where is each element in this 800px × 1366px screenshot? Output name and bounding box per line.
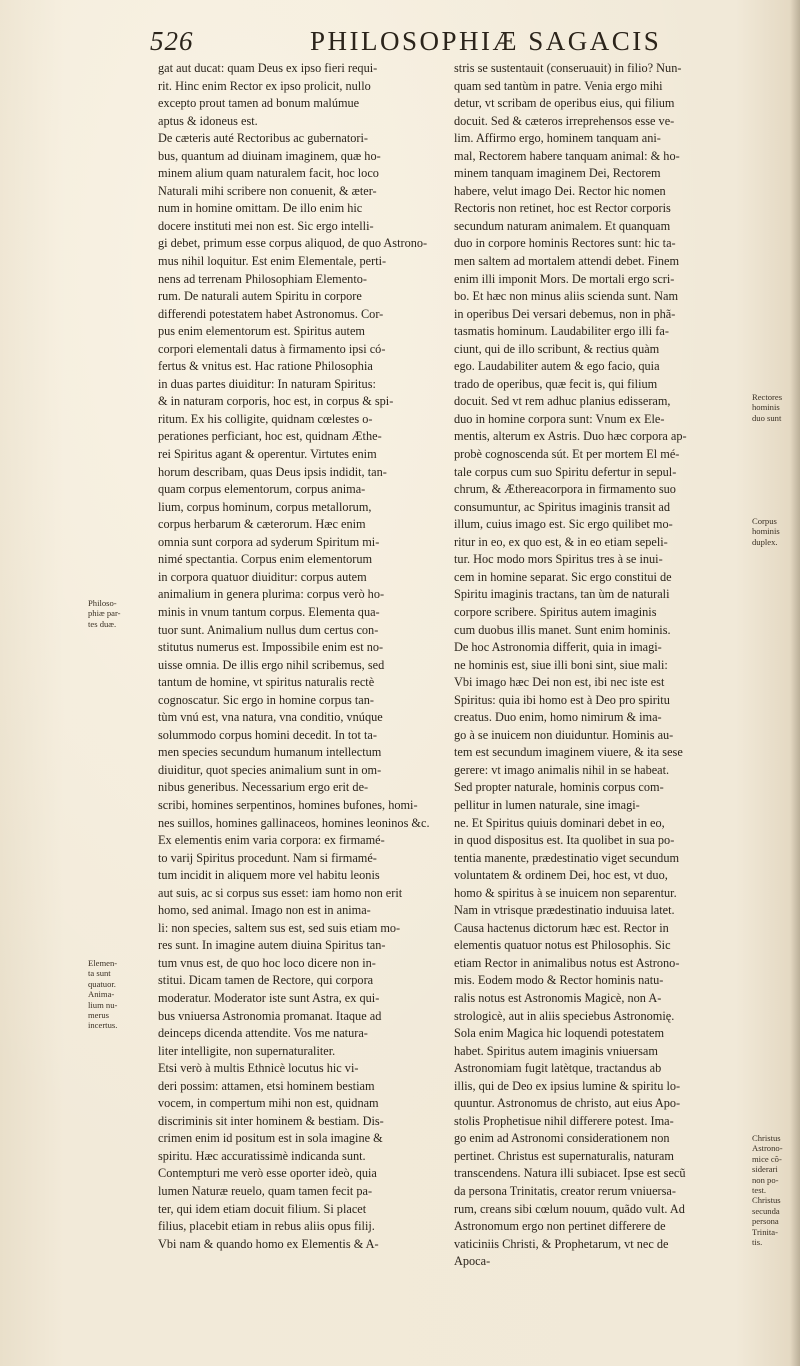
margin-note-line: Elemen- bbox=[88, 958, 118, 968]
margin-note-line: hominis bbox=[752, 526, 780, 537]
text-line: tem est secundum imaginem viuere, & ita sese bbox=[454, 745, 683, 760]
margin-note-line: secunda bbox=[752, 1205, 780, 1216]
text-line: discriminis sit inter hominem & bestiam. Dis- bbox=[158, 1113, 384, 1128]
text-line: tentia manente, prædestinatio viget secundum bbox=[454, 850, 680, 865]
text-line: bo. Et hæc non minus aliis scienda sunt. Nam bbox=[454, 289, 679, 304]
margin-note-line: test. bbox=[752, 1185, 767, 1196]
margin-note-elements bbox=[88, 958, 148, 1031]
text-line: cem in homine separat. Sic ergo constitui de bbox=[454, 569, 672, 584]
text-line: duo in homine corpora sunt: Vnum ex Ele- bbox=[454, 411, 665, 426]
margin-note-line: mice cõ- bbox=[752, 1153, 782, 1164]
text-line: minis in vnum tantum corpus. Elementa qua- bbox=[158, 604, 380, 619]
text-line: De cæteris auté Rectoribus ac gubernatori- bbox=[158, 131, 368, 146]
text-line: tum incidit in aliquem more vel habitu leonis bbox=[158, 868, 380, 883]
text-line: quuntur. Astronomus de christo, aut eius Apo- bbox=[454, 1096, 681, 1111]
text-line: ralis notus est Astronomis Magicè, non A- bbox=[454, 990, 662, 1005]
margin-note-line: lium nu- bbox=[88, 999, 118, 1010]
text-line: pus enim elementorum est. Spiritus autem bbox=[158, 324, 365, 339]
text-line: in corpora quatuor diuiditur: corpus autem bbox=[158, 569, 367, 584]
text-line: horum describam, quas Deus ipsis indidit, tan- bbox=[158, 464, 387, 479]
text-line: Rectoris non retinet, hoc est Rector corporis bbox=[454, 201, 671, 216]
text-line: & in naturam corporis, hoc est, in corpus & spi- bbox=[158, 394, 394, 409]
text-line: rum, creans sibi cœlum nouum, quãdo vult. Ad bbox=[454, 1201, 685, 1216]
margin-note-line: Trinita- bbox=[752, 1226, 778, 1237]
text-line: vocem, in compertum mihi non est, quidnam bbox=[158, 1096, 379, 1111]
margin-note-line: Astrono- bbox=[752, 1143, 783, 1154]
text-line: in quod dispositus est. Ita quolibet in sua po- bbox=[454, 833, 675, 848]
margin-note-line: Christus bbox=[752, 1195, 781, 1206]
text-line: Ex elementis enim varia corpora: ex firmamé- bbox=[158, 833, 385, 848]
text-line: animalium in genera plurima: corpus verò ho- bbox=[158, 587, 385, 602]
text-line: perationes perficiant, hoc est, quidnam Æthe- bbox=[158, 429, 382, 444]
text-line: ritum. Ex his colligite, quidnam cœlestes o- bbox=[158, 411, 373, 426]
text-line: elementis quatuor notus est Philosophis. Sic bbox=[454, 938, 671, 953]
text-line: illis, qui de Deo ex ipsius lumine & spiritu lo- bbox=[454, 1078, 681, 1093]
text-line: Sed propter naturale, hominis corpus com- bbox=[454, 780, 664, 795]
text-line: Vbi nam & quando homo ex Elementis & A- bbox=[158, 1236, 379, 1251]
text-line: gi debet, primum esse corpus aliquod, de quo Astrono- bbox=[158, 236, 428, 251]
text-line: pellitur in lumen naturale, sine imagi- bbox=[454, 797, 640, 812]
text-line: De hoc Astronomia differit, quia in imagi- bbox=[454, 640, 662, 655]
text-line: minem tanquam imaginem Dei, Rectorem bbox=[454, 166, 661, 181]
text-line: bus, quantum ad diuinam imaginem, quæ ho- bbox=[158, 148, 381, 163]
text-line: Sola enim Magica hic loquendi potestatem bbox=[454, 1026, 665, 1041]
text-line: scribi, homines serpentinos, homines bufones, homi- bbox=[158, 797, 418, 812]
page-header bbox=[150, 24, 730, 60]
margin-note-line: quatuor. bbox=[88, 978, 116, 989]
text-line: cognoscatur. Sic ergo in homine corpus tan- bbox=[158, 692, 374, 707]
text-line: in duas partes diuiditur: In naturam Spiritus: bbox=[158, 376, 376, 391]
text-line: mis. Eodem modo & Rector hominis natu- bbox=[454, 973, 664, 988]
text-line: pertinet. Christus est supernaturalis, naturam bbox=[454, 1148, 674, 1163]
text-line: habet. Spiritus autem imaginis vniuersam bbox=[454, 1043, 658, 1058]
text-line: Naturali mihi scribere non conuenit, & æter- bbox=[158, 183, 377, 198]
text-line: tale corpus cum suo Spiritu defertur in sepul- bbox=[454, 464, 677, 479]
text-line: mentis, alterum ex Astris. Duo hæc corpora ap- bbox=[454, 429, 687, 444]
text-line: voluntatem & ordinem Dei, hoc est, vt duo, bbox=[454, 868, 668, 883]
text-line: men species secundum humanum intellectum bbox=[158, 745, 382, 760]
text-line: go à se inuicem non diuiduntur. Hominis au- bbox=[454, 727, 674, 742]
margin-note-line: siderari bbox=[752, 1164, 778, 1175]
margin-note-line: tis. bbox=[752, 1237, 763, 1248]
margin-note-line: ta sunt bbox=[88, 968, 111, 979]
text-line: homo, sed animal. Imago non est in anima- bbox=[158, 903, 371, 918]
text-line: crimen enim id positum est in sola imagine & bbox=[158, 1131, 383, 1146]
margin-note-line: incertus. bbox=[88, 1020, 118, 1031]
text-line: illum, cuius imago est. Sic ergo quilibet mo- bbox=[454, 517, 673, 532]
text-line: uisse omnia. De illis ergo nihil scribemus, sed bbox=[158, 657, 385, 672]
text-line: Etsi verò à multis Ethnicè locutus hic vi- bbox=[158, 1061, 359, 1076]
text-line: lim. Affirmo ergo, hominem tanquam ani- bbox=[454, 131, 661, 146]
text-line: Nam in vtrisque prædestinatio induuisa latet. bbox=[454, 903, 675, 918]
text-line: nibus generibus. Necessarium ergo erit de- bbox=[158, 780, 369, 795]
right-text-column bbox=[454, 60, 746, 1356]
text-line: filius, placebit etiam in rebus aliis opus filij. bbox=[158, 1219, 375, 1234]
text-line: corpus herbarum & cæterorum. Hæc enim bbox=[158, 517, 366, 532]
text-line: docuit. Sed & cæteros irreprehensos esse ve- bbox=[454, 113, 675, 128]
margin-note-line: duo sunt bbox=[752, 412, 782, 423]
text-line: habere, velut imago Dei. Rector hic nomen bbox=[454, 183, 666, 198]
text-line: go enim ad Astronomi considerationem non bbox=[454, 1131, 670, 1146]
text-line: rum. De naturali autem Spiritu in corpore bbox=[158, 289, 362, 304]
text-line: spiritu. Hæc accuratissimè indicanda sunt. bbox=[158, 1148, 366, 1163]
page-edge-shadow bbox=[790, 0, 800, 1366]
text-line: deri possim: attamen, etsi hominem bestiam bbox=[158, 1078, 375, 1093]
text-line: res sunt. In imagine autem diuina Spiritus tan- bbox=[158, 938, 386, 953]
text-line: num in homine omittam. De illo enim hic bbox=[158, 201, 363, 216]
text-line: Vbi imago hæc Dei non est, ibi nec iste est bbox=[454, 675, 665, 690]
text-line: tùm vnú est, vna natura, vna conditio, vnúque bbox=[158, 710, 383, 725]
text-line: liter intelligite, non supernaturaliter. bbox=[158, 1043, 336, 1058]
text-line: omnia sunt corpora ad syderum Spiritum mi- bbox=[158, 534, 380, 549]
text-line: fertus & vnitus est. Hac ratione Philosophia bbox=[158, 359, 373, 374]
margin-note-line: phiæ par- bbox=[88, 608, 121, 619]
text-line: ego. Laudabiliter autem & ego facio, quia bbox=[454, 359, 660, 374]
text-line: strologicè, aut in aliis speciebus Astronomię. bbox=[454, 1008, 675, 1023]
left-text-column bbox=[158, 60, 450, 1356]
text-line: consumuntur, ac Spiritus imaginis transit ad bbox=[454, 499, 671, 514]
text-line: Astronomum ergo non pertinet differere de bbox=[454, 1219, 666, 1234]
text-line: detur, vt scribam de operibus eius, qui filium bbox=[454, 96, 675, 111]
text-line: mal, Rectorem habere tanquam animal: & ho- bbox=[454, 148, 680, 163]
text-line: to varij Spiritus procedunt. Nam si firmamé- bbox=[158, 850, 377, 865]
text-line: aptus & idoneus est. bbox=[158, 113, 258, 128]
text-line: minem alium quam naturalem facit, hoc loco bbox=[158, 166, 379, 181]
text-line: homo & spiritus à se inuicem non separentur. bbox=[454, 885, 677, 900]
text-line: stitui. Dicam tamen de Rectore, qui corpora bbox=[158, 973, 374, 988]
text-line: lium, corpus hominum, corpus metallorum, bbox=[158, 499, 372, 514]
text-line: mus nihil loquitur. Est enim Elementale, perti- bbox=[158, 254, 387, 269]
text-line: tantum de homine, vt spiritus naturalis rectè bbox=[158, 675, 375, 690]
text-line: enim illi imponit Mors. De mortali ergo scri- bbox=[454, 271, 675, 286]
text-line: nes suillos, homines gallinaceos, homines leoninos &c. bbox=[158, 815, 430, 830]
text-line: tasmatis hominum. Laudabiliter ergo illi fa- bbox=[454, 324, 669, 339]
text-line: vaticiniis Christi, & Prophetarum, vt nec de bbox=[454, 1236, 669, 1251]
text-line: chrum, & Æthereacorpora in firmamento suo bbox=[454, 482, 676, 497]
text-line: duo in corpore hominis Rectores sunt: hic ta- bbox=[454, 236, 676, 251]
text-line: quam sed tantùm in patre. Venia ergo mihi bbox=[454, 78, 663, 93]
text-line: lumen Naturæ reuelo, quam tamen fecit pa- bbox=[158, 1184, 373, 1198]
text-line: da persona Trinitatis, creator rerum vniuersa- bbox=[454, 1184, 676, 1198]
text-line: moderatur. Moderator iste sunt Astra, ex qui- bbox=[158, 990, 380, 1005]
text-line: tuor sunt. Animalium nullus dum certus con- bbox=[158, 622, 379, 637]
text-line: Astronomiam fugit latètque, tractandus ab bbox=[454, 1061, 662, 1076]
margin-note-line: duplex. bbox=[752, 536, 778, 547]
text-line: li: non species, saltem sus est, sed suis etiam mo- bbox=[158, 920, 401, 935]
text-line: creatus. Duo enim, homo nimirum & ima- bbox=[454, 710, 662, 725]
text-line: Contempturi me verò esse oporter ideò, quia bbox=[158, 1166, 377, 1181]
margin-note-line: non po- bbox=[752, 1174, 779, 1185]
margin-note-line: Christus bbox=[752, 1133, 781, 1143]
text-line: docuit. Sed vt rem adhuc planius edisseram, bbox=[454, 394, 671, 409]
text-line: ne hominis est, siue illi boni sint, siue mali: bbox=[454, 657, 668, 672]
text-line: differendi potestatem habet Astronomus. Cor- bbox=[158, 306, 384, 321]
text-line: stris se sustentauit (conseruauit) in filio? Nun- bbox=[454, 61, 682, 75]
text-line: corpori elementali datus à firmamento ipsi có- bbox=[158, 341, 386, 356]
text-line: rei Spiritus agant & operentur. Virtutes enim bbox=[158, 447, 377, 462]
text-line: aut suis, ac si corpus sus esset: iam homo non erit bbox=[158, 885, 403, 900]
text-line: deinceps dicenda attendite. Vos me natura- bbox=[158, 1026, 368, 1041]
text-line: Causa hactenus dictorum hæc est. Rector in bbox=[454, 920, 669, 935]
text-line: probè cognoscenda sút. Et per mortem El mé- bbox=[454, 447, 680, 462]
text-line: diuiditur, quot species animalium sunt in om- bbox=[158, 762, 382, 777]
text-line: corpore scribere. Spiritus autem imaginis bbox=[454, 604, 657, 619]
text-line: Apoca- bbox=[454, 1254, 491, 1269]
text-line: tum vnus est, de quo hoc loco dicere non in- bbox=[158, 955, 376, 970]
text-line: transcendens. Natura illi subiacet. Ipse est secũ bbox=[454, 1166, 686, 1181]
text-line: Spiritu imaginis tractans, tan ùm de naturali bbox=[454, 587, 670, 602]
text-line: cum duobus illis manet. Sunt enim hominis. bbox=[454, 622, 671, 637]
text-line: excepto prout tamen ad bonum malúmue bbox=[158, 96, 360, 111]
text-line: ter, qui idem etiam docuit filium. Si placet bbox=[158, 1201, 367, 1216]
text-line: nimé spectantia. Corpus enim elementorum bbox=[158, 552, 373, 567]
text-line: rit. Hinc enim Rector ex ipso prolicit, nullo bbox=[158, 78, 371, 93]
running-title: PHILOSOPHIÆ SAGACIS bbox=[310, 26, 662, 56]
margin-note-line: Corpus bbox=[752, 516, 777, 526]
text-line: men saltem ad mortalem attendi debet. Finem bbox=[454, 254, 680, 269]
text-line: secundum naturam animalem. Et quanquam bbox=[454, 218, 671, 233]
margin-note-line: Anima- bbox=[88, 989, 115, 1000]
margin-note-philosophy-parts bbox=[88, 598, 148, 629]
text-line: in operibus Dei versari debemus, non in phã- bbox=[454, 306, 676, 321]
text-line: quam corpus elementorum, corpus anima- bbox=[158, 482, 366, 497]
margin-note-line: persona bbox=[752, 1216, 779, 1227]
text-line: stolis Prophetisue nihil differere potest. Ima- bbox=[454, 1113, 674, 1128]
page-number: 526 bbox=[150, 26, 194, 56]
text-line: ne. Et Spiritus quiuis dominari debet in eo, bbox=[454, 815, 665, 830]
text-line: ciunt, qui de illo scribunt, & rectius quàm bbox=[454, 341, 660, 356]
text-line: bus vniuersa Astronomia promanat. Itaque ad bbox=[158, 1008, 382, 1023]
text-line: gat aut ducat: quam Deus ex ipso fieri requi- bbox=[158, 61, 378, 75]
text-line: etiam Rector in animalibus notus est Astrono- bbox=[454, 955, 680, 970]
margin-note-line: Rectores bbox=[752, 392, 783, 402]
margin-note-line: merus bbox=[88, 1010, 110, 1021]
margin-note-line: hominis bbox=[752, 402, 780, 413]
text-line: Spiritus: quia ibi homo est à Deo pro spiritu bbox=[454, 692, 670, 707]
text-line: stitutus numerus est. Impossibile enim est no- bbox=[158, 640, 384, 655]
text-line: docere instituti mei non est. Sic ergo intelli- bbox=[158, 218, 374, 233]
text-line: gerere: vt imago animalis nihil in se habeat. bbox=[454, 762, 670, 777]
margin-note-line: Philoso- bbox=[88, 598, 117, 608]
text-line: ritur in eo, ex quo est, & in eo etiam sepeli- bbox=[454, 534, 668, 549]
margin-note-line: tes duæ. bbox=[88, 618, 117, 629]
text-line: tur. Hoc modo mors Spiritus tres à se inui- bbox=[454, 552, 663, 567]
text-line: nens ad terrenam Philosophiam Elemento- bbox=[158, 271, 367, 286]
text-line: trado de operibus, quæ fecit is, qui filium bbox=[454, 376, 658, 391]
text-line: solummodo corpus homini decedit. In tot ta- bbox=[158, 727, 377, 742]
